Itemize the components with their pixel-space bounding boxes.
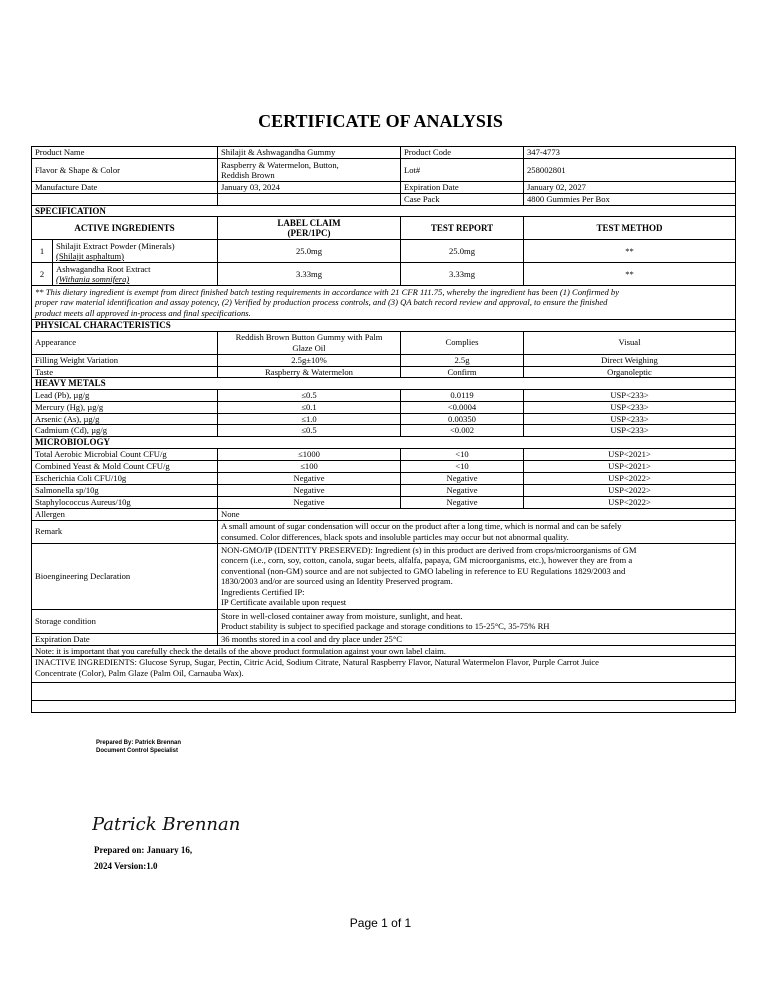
table-row: Filling Weight Variation 2.5g±10% 2.5g Direct Weighing — [32, 354, 736, 366]
blank-row — [32, 683, 736, 701]
table-row: Total Aerobic Microbial Count CFU/g ≤1000 <10 USP<2021> — [32, 448, 736, 460]
heavy-metals-heading: HEAVY METALS — [32, 378, 736, 390]
remark-row: Remark A small amount of sugar condensation will occur on the product after a long time, which is normal and can be safely consumed. Color differences, black spots and insoluble particles may occur but not abnormal quality. — [32, 520, 736, 543]
manufacture-value: January 03, 2024 — [218, 182, 401, 194]
case-pack-value: 4800 Gummies Per Box — [524, 194, 736, 206]
lot-value: 258002801 — [524, 159, 736, 182]
expiration-value: January 02, 2027 — [524, 182, 736, 194]
col-test-report: TEST REPORT — [401, 217, 524, 240]
prepared-by: Prepared By: Patrick Brennan — [96, 740, 182, 746]
allergen-row: Allergen None — [32, 508, 736, 520]
coa-table — [31, 146, 736, 713]
svg-text:Patrick Brennan: Patrick Brennan — [92, 814, 241, 835]
product-name-label: Product Name — [32, 147, 218, 159]
document-title: CERTIFICATE OF ANALYSIS — [258, 111, 503, 131]
col-label-claim: LABEL CLAIM (PER/1PC) — [218, 217, 401, 240]
table-row: Salmonella sp/10g Negative Negative USP<2022> — [32, 484, 736, 496]
lot-label: Lot# — [401, 159, 524, 182]
table-row: Appearance Reddish Brown Button Gummy with Palm Glaze Oil Complies Visual — [32, 331, 736, 354]
blank-row — [32, 701, 736, 713]
prepared-by-role: Document Control Specialist — [96, 748, 179, 754]
prepared-on: Prepared on: January 16, — [94, 845, 193, 855]
table-row: Mercury (Hg), µg/g ≤0.1 <0.0004 USP<233> — [32, 401, 736, 413]
info-row-flavor — [32, 159, 736, 182]
table-row: Escherichia Coli CFU/10g Negative Negative USP<2022> — [32, 472, 736, 484]
flavor-value: Raspberry & Watermelon, Button, Reddish Brown — [218, 159, 401, 182]
table-row: Lead (Pb), µg/g ≤0.5 0.0119 USP<233> — [32, 389, 736, 401]
product-name-value: Shilajit & Ashwagandha Gummy — [218, 147, 401, 159]
inactive-ingredients-row: INACTIVE INGREDIENTS: Glucose Syrup, Sugar, Pectin, Citric Acid, Sodium Citrate, Natural Raspberry Flavor, Natural Watermelon Flavor, Purple Carrot Juice Concentrate (Color), Palm Glaze (Palm Oil, Carnauba Wax). — [32, 657, 736, 683]
spec-header-row — [32, 217, 736, 240]
col-active-ingredients: ACTIVE INGREDIENTS — [32, 217, 218, 240]
info-row-manufacture — [32, 182, 736, 194]
flavor-label: Flavor & Shape & Color — [32, 159, 218, 182]
table-row: 2 Ashwagandha Root Extract (Withania somnifera) 3.33mg 3.33mg ** — [32, 263, 736, 286]
table-row: Combined Yeast & Mold Count CFU/g ≤100 <10 USP<2021> — [32, 460, 736, 472]
case-pack-label: Case Pack — [401, 194, 524, 206]
col-test-method: TEST METHOD — [524, 217, 736, 240]
note-row: Note: it is important that you carefully check the details of the above product formulation against your own label claim. — [32, 645, 736, 657]
bioengineering-row: Bioengineering Declaration NON-GMO/IP (IDENTITY PRESERVED): Ingredient (s) in this product are derived from crops/microorganisms of GM concern (i.e., corn, soy, cotton, canola, sugar beets, alfalfa, papaya, GM microorganisms, etc.), however they are from a conventional (non-GM) source and are not subjected to GMO labeling in reference to EU Regulations 1829/2003 and 1830/2003 and/or are sourced using an Identity Preserved program. Ingredients Certified IP: IP Certificate available upon request — [32, 543, 736, 609]
storage-row: Storage condition Store in well-closed container away from moisture, sunlight, and heat. Product stability is subject to specified package and storage conditions to 15-25°C, 35-75% RH — [32, 609, 736, 633]
manufacture-label: Manufacture Date — [32, 182, 218, 194]
version: 2024 Version:1.0 — [94, 861, 158, 871]
table-row: Cadmium (Cd), µg/g ≤0.5 <0.002 USP<233> — [32, 425, 736, 437]
prepared-by-block — [96, 739, 181, 755]
physical-heading: PHYSICAL CHARACTERISTICS — [32, 320, 736, 332]
signature — [92, 808, 252, 838]
prepared-on-block — [94, 842, 192, 874]
product-code-label: Product Code — [401, 147, 524, 159]
page-number: Page 1 of 1 — [349, 916, 412, 930]
product-code-value: 347-4773 — [524, 147, 736, 159]
expiration-row: Expiration Date 36 months stored in a cool and dry place under 25°C — [32, 633, 736, 645]
info-row-casepack — [32, 194, 736, 206]
specification-heading: SPECIFICATION — [32, 205, 736, 217]
table-row: 1 Shilajit Extract Powder (Minerals) (Shilajit asphaltum) 25.0mg 25.0mg ** — [32, 240, 736, 263]
table-row: Arsenic (As), µg/g ≤1.0 0.00350 USP<233> — [32, 413, 736, 425]
table-row: Staphylococcus Aureus/10g Negative Negative USP<2022> — [32, 496, 736, 508]
table-row: Taste Raspberry & Watermelon Confirm Organoleptic — [32, 366, 736, 378]
microbiology-heading: MICROBIOLOGY — [32, 436, 736, 448]
expiration-label: Expiration Date — [401, 182, 524, 194]
spec-footnote: ** This dietary ingredient is exempt from direct finished batch testing requirements in accordance with 21 CFR 111.75, whereby the ingredient has been (1) Confirmed by proper raw material identification and assay potency, (2) Verified by production process controls, and (3) QA batch record review and approval, to ensure the finished product meets all approved in-process and final specifications. — [32, 286, 736, 320]
info-row-product — [32, 147, 736, 159]
